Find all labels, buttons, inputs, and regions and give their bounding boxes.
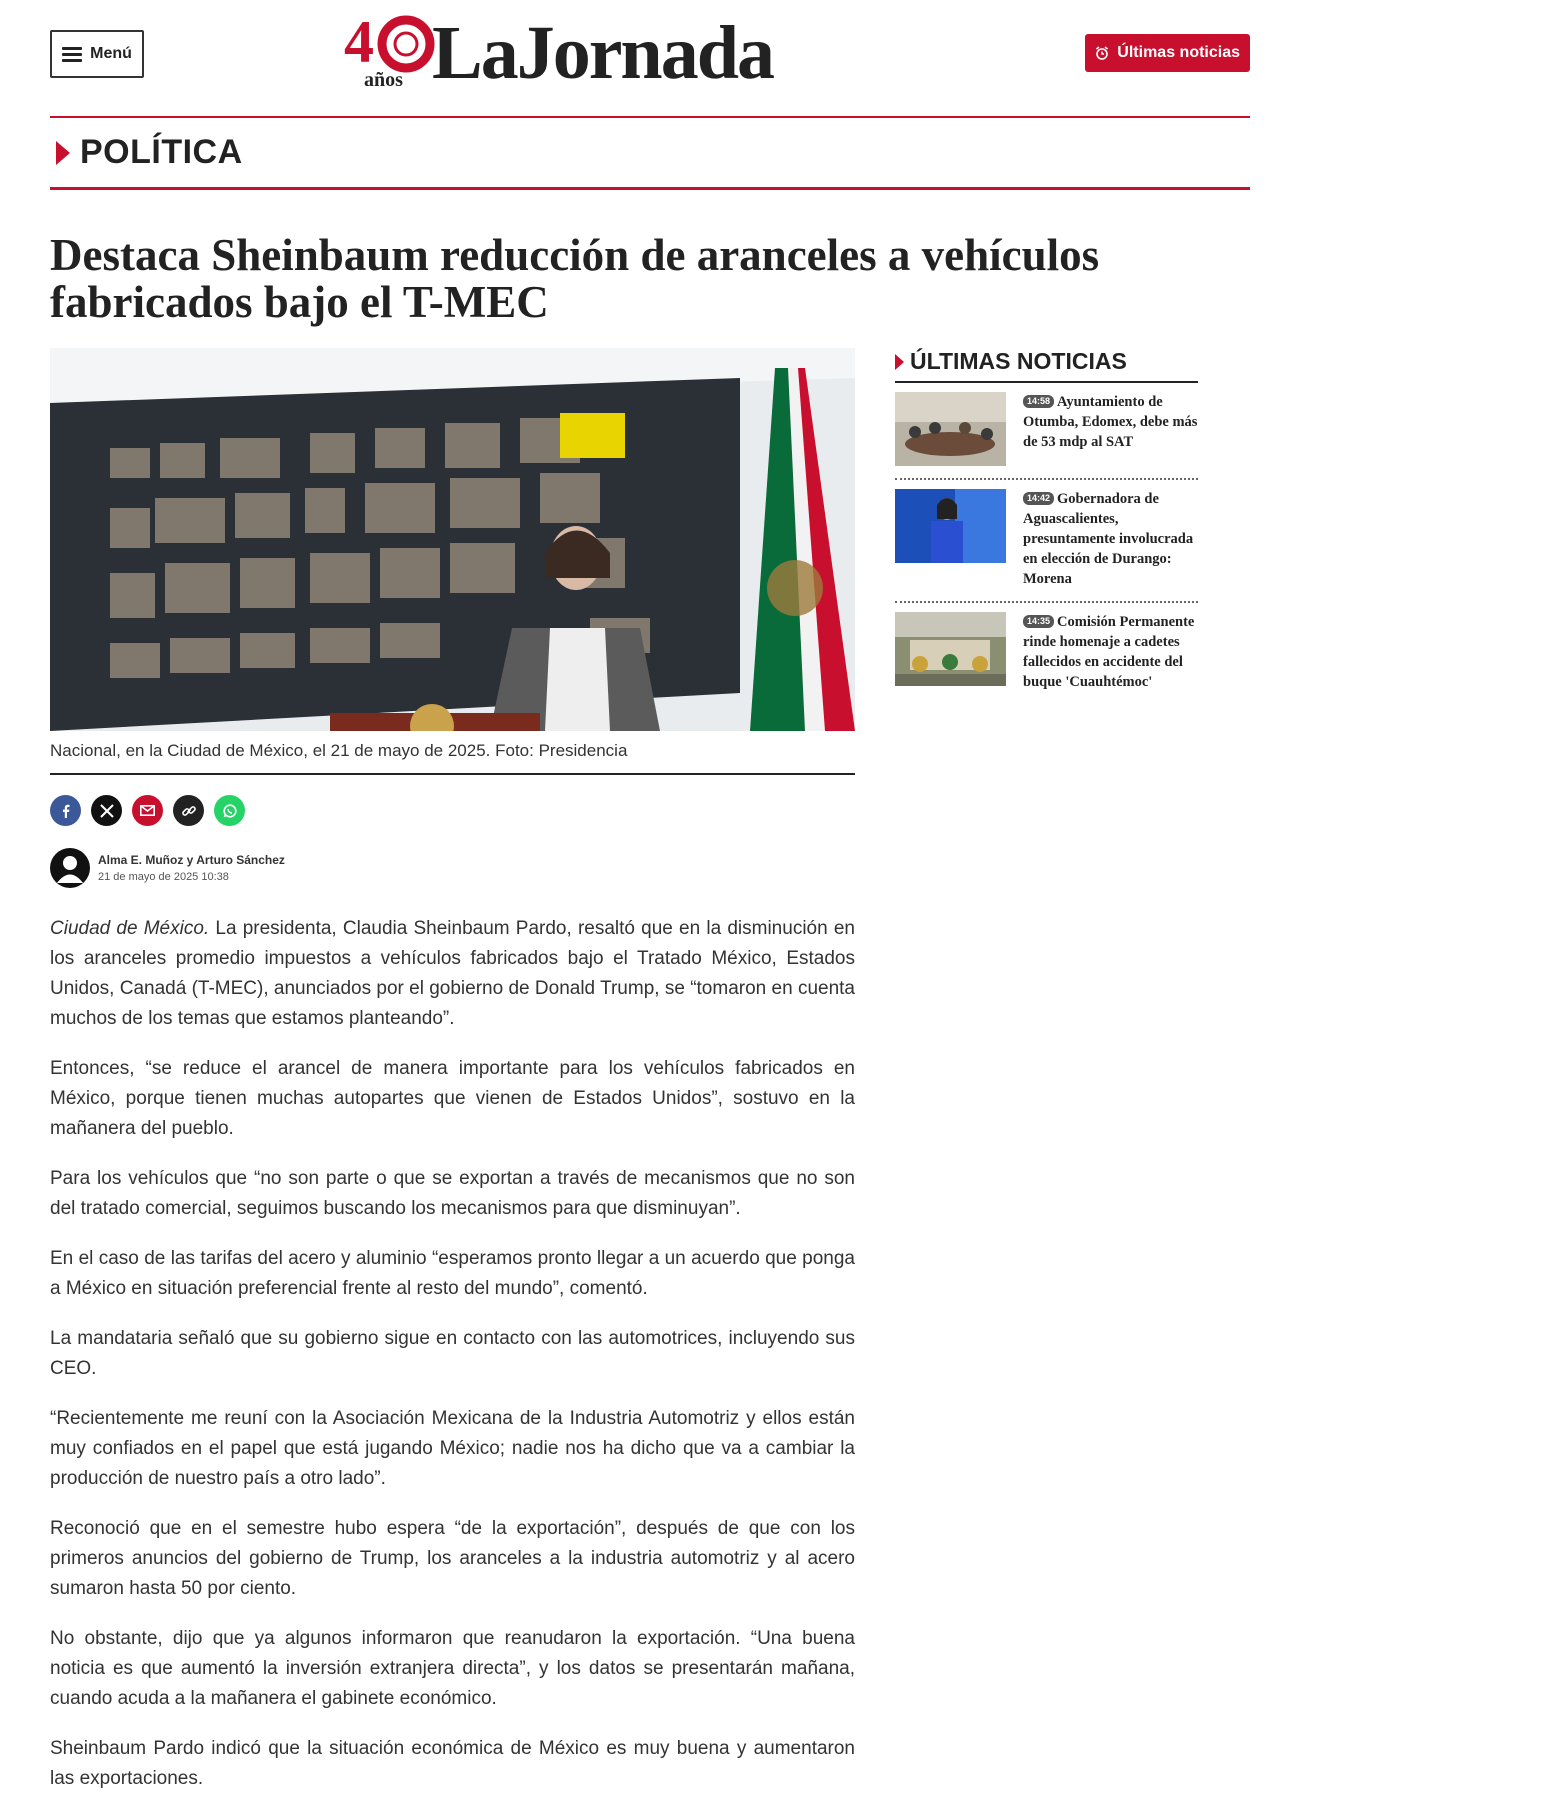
article-body — [50, 914, 855, 1794]
news-time: 14:35 — [1023, 615, 1054, 628]
lead-text: La presidenta, Claudia Sheinbaum Pardo, resaltó que en la disminución en los aranceles promedio impuestos a vehículos fabricados bajo el Tratado México, Estados Unidos, Canadá (T-MEC), anunciados por el gobierno de Donald Trump, se “tomaron en cuenta muchos de los temas que estamos planteando”. — [50, 918, 855, 1029]
photo-caption: Nacional, en la Ciudad de México, el 21 de mayo de 2025. Foto: Presidencia — [50, 731, 855, 775]
logo-wordmark: LaJornada — [432, 11, 773, 95]
logo-number: 4 — [344, 9, 374, 75]
article-main — [50, 348, 855, 1814]
site-header — [50, 0, 1250, 118]
menu-label: Menú — [90, 45, 132, 62]
dateline: Ciudad de México. — [50, 918, 210, 939]
sidebar-title: ÚLTIMAS NOTICIAS — [910, 348, 1127, 374]
news-thumbnail[interactable] — [895, 392, 1006, 466]
facebook-icon[interactable] — [50, 795, 81, 826]
news-item[interactable] — [895, 383, 1198, 480]
news-title[interactable]: Gobernadora de Aguascalientes, presuntamente involucrada en elección de Durango: Morena — [1023, 491, 1194, 587]
news-item[interactable] — [895, 603, 1198, 704]
author-block — [50, 848, 855, 888]
news-time: 14:42 — [1023, 492, 1054, 505]
publish-date: 21 de mayo de 2025 10:38 — [98, 871, 229, 883]
news-thumbnail[interactable] — [895, 489, 1006, 563]
body-paragraph: Reconoció que en el semestre hubo espera “de la exportación”, después de que con los primeros anuncios del gobierno de Trump, los aranceles a la industria automotriz y al acero sumaron hasta 50 por ciento. — [50, 1518, 855, 1599]
svg-text:años: años — [364, 69, 403, 91]
hamburger-icon — [62, 47, 82, 62]
section-banner — [50, 118, 1250, 190]
article-headline: Destaca Sheinbaum reducción de aranceles a vehículos fabricados bajo el T-MEC — [50, 230, 1100, 327]
news-title[interactable]: Comisión Permanente rinde homenaje a cadetes fallecidos en accidente del buque 'Cuauhtémoc' — [1023, 614, 1195, 690]
latest-news-label: Últimas noticias — [1117, 44, 1240, 61]
body-paragraph: Para los vehículos que “no son parte o que se exportan a través de mecanismos que no son del tratado comercial, seguimos buscando los mecanismos para que disminuyan”. — [50, 1168, 855, 1219]
body-paragraph: “Recientemente me reuní con la Asociación Mexicana de la Industria Automotriz y ellos están muy confiados en el papel que está jugando México; nadie nos ha dicho que va a cambiar la producción de nuestro país a otro lado”. — [50, 1408, 855, 1489]
section-arrow-icon — [56, 141, 70, 165]
author-avatar-icon — [50, 848, 90, 888]
body-paragraph: La mandataria señaló que su gobierno sigue en contacto con las automotrices, incluyendo sus CEO. — [50, 1328, 855, 1379]
latest-news-button[interactable] — [1085, 34, 1250, 72]
sidebar-header — [895, 348, 1198, 383]
share-bar — [50, 795, 855, 826]
x-icon[interactable] — [91, 795, 122, 826]
menu-button[interactable] — [50, 30, 144, 78]
body-paragraph: No obstante, dijo que ya algunos informaron que reanudaron la exportación. “Una buena noticia es que aumentó la inversión extranjera directa”, y los datos se presentarán mañana, cuando acuda a la mañanera el gabinete económico. — [50, 1628, 855, 1709]
body-paragraph: En el caso de las tarifas del acero y aluminio “esperamos pronto llegar a un acuerdo que ponga a México en situación preferencial frente al resto del mundo”, comentó. — [50, 1248, 855, 1299]
sidebar-arrow-icon — [895, 354, 904, 370]
email-icon[interactable] — [132, 795, 163, 826]
site-logo[interactable] — [344, 6, 884, 98]
link-icon[interactable] — [173, 795, 204, 826]
body-paragraph: Entonces, “se reduce el arancel de manera importante para los vehículos fabricados en México, porque tienen muchas autopartes que vienen de Estados Unidos”, sostuvo en la mañanera del pueblo. — [50, 1058, 855, 1139]
author-name[interactable]: Alma E. Muñoz y Arturo Sánchez — [98, 853, 285, 867]
news-title[interactable]: Ayuntamiento de Otumba, Edomex, debe más de 53 mdp al SAT — [1023, 394, 1198, 450]
news-item[interactable] — [895, 480, 1198, 603]
section-title[interactable]: POLÍTICA — [80, 133, 243, 171]
lead-paragraph — [50, 914, 855, 1034]
latest-news-sidebar — [895, 348, 1198, 704]
whatsapp-icon[interactable] — [214, 795, 245, 826]
article-photo[interactable] — [50, 348, 855, 731]
alarm-clock-icon — [1095, 46, 1109, 60]
news-time: 14:58 — [1023, 395, 1054, 408]
news-thumbnail[interactable] — [895, 612, 1006, 686]
body-paragraph: Sheinbaum Pardo indicó que la situación económica de México es muy buena y aumentaron las exportaciones. — [50, 1738, 855, 1789]
